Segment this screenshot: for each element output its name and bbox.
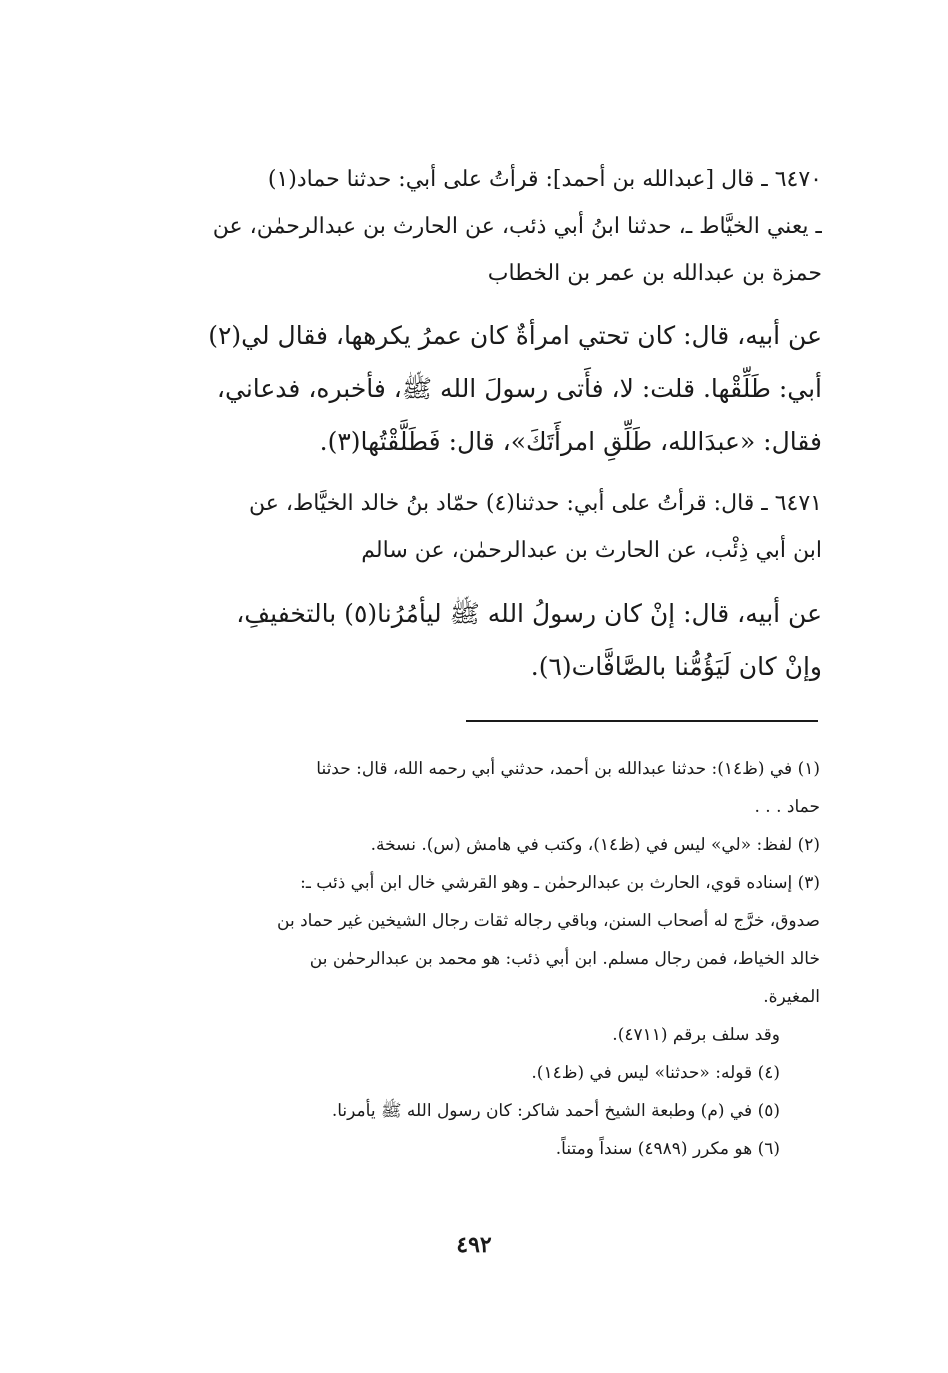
text-line: ٦٤٧١ ـ قال: قرأتُ على أبي: حدثنا(٤) حمّاد بنُ خالد الخيَّاط، عن bbox=[248, 491, 822, 516]
footnote-3-line: صدوق، خرَّج له أصحاب السنن، وباقي رجاله ثقات رجال الشيخين غير حماد بن bbox=[277, 911, 820, 931]
footnote-6: (٦) هو مكرر (٤٩٨٩) سنداً ومتناً. bbox=[555, 1139, 780, 1159]
footnote-3-line: (٣) إسناده قوي، الحارث بن عبدالرحمٰن ـ وهو القرشي خال ابن أبي ذئب ـ: bbox=[300, 873, 820, 893]
footnote-1-line: (١) في (ظ١٤): حدثنا عبدالله بن أحمد، حدثني أبي رحمه الله، قال: حدثنا bbox=[316, 759, 820, 779]
footnote-separator bbox=[466, 720, 818, 722]
footnote-3-line: خالد الخياط، فمن رجال مسلم. ابن أبي ذئب: هو محمد بن عبدالرحمٰن بن bbox=[309, 949, 820, 969]
hadith-6470-isnad bbox=[125, 156, 822, 297]
footnote-3-line: المغيرة. bbox=[763, 987, 820, 1007]
text-line: عن أبيه، قال: إنْ كان رسولُ الله ﷺ ليأمُرُنا(٥) بالتخفيفِ، bbox=[236, 599, 822, 628]
text-line: ابن أبي ذِئْب، عن الحارث بن عبدالرحمٰن، عن سالم bbox=[361, 538, 822, 563]
footnote-2: (٢) لفظ: «لي» ليس في (ظ١٤)، وكتب في هامش (س). نسخة. bbox=[370, 835, 820, 855]
text-line: ٦٤٧٠ ـ قال [عبدالله بن أحمد]: قرأتُ على أبي: حدثنا حماد(١) bbox=[267, 167, 822, 192]
text-line: أبي: طَلِّقْها. قلت: لا، فأَتى رسولَ الله ﷺ، فأخبره، فدعاني، bbox=[216, 374, 822, 403]
footnote-3-cross-reference: وقد سلف برقم (٤٧١١). bbox=[612, 1025, 780, 1045]
hadith-6471-matn bbox=[125, 587, 822, 693]
text-line: ـ يعني الخيَّاط ـ، حدثنا ابنُ أبي ذئب، عن الحارث بن عبدالرحمٰن، عن bbox=[212, 214, 822, 239]
text-line: حمزة بن عبدالله بن عمر بن الخطاب bbox=[487, 261, 822, 286]
page-number: ٤٩٢ bbox=[456, 1232, 492, 1258]
footnote-5: (٥) في (م) وطبعة الشيخ أحمد شاكر: كان رسول الله ﷺ يأمرنا. bbox=[331, 1101, 780, 1121]
footnotes bbox=[120, 750, 820, 1168]
text-line: عن أبيه، قال: كان تحتي امرأةٌ كان عمرُ يكرهها، فقال لي(٢) bbox=[208, 321, 822, 350]
hadith-6470-matn bbox=[125, 309, 822, 468]
footnote-1-line: حماد . . . bbox=[754, 797, 820, 817]
text-line: فقال: «عبدَالله، طَلِّقِ امرأَتَكَ»، قال: فَطَلَّقْتُها(٣). bbox=[319, 427, 822, 456]
hadith-6471-isnad bbox=[125, 480, 822, 574]
text-line: وإنْ كان لَيَؤُمُّنا بالصَّافَّات(٦). bbox=[530, 652, 822, 681]
footnote-4: (٤) قوله: «حدثنا» ليس في (ظ١٤). bbox=[531, 1063, 780, 1083]
